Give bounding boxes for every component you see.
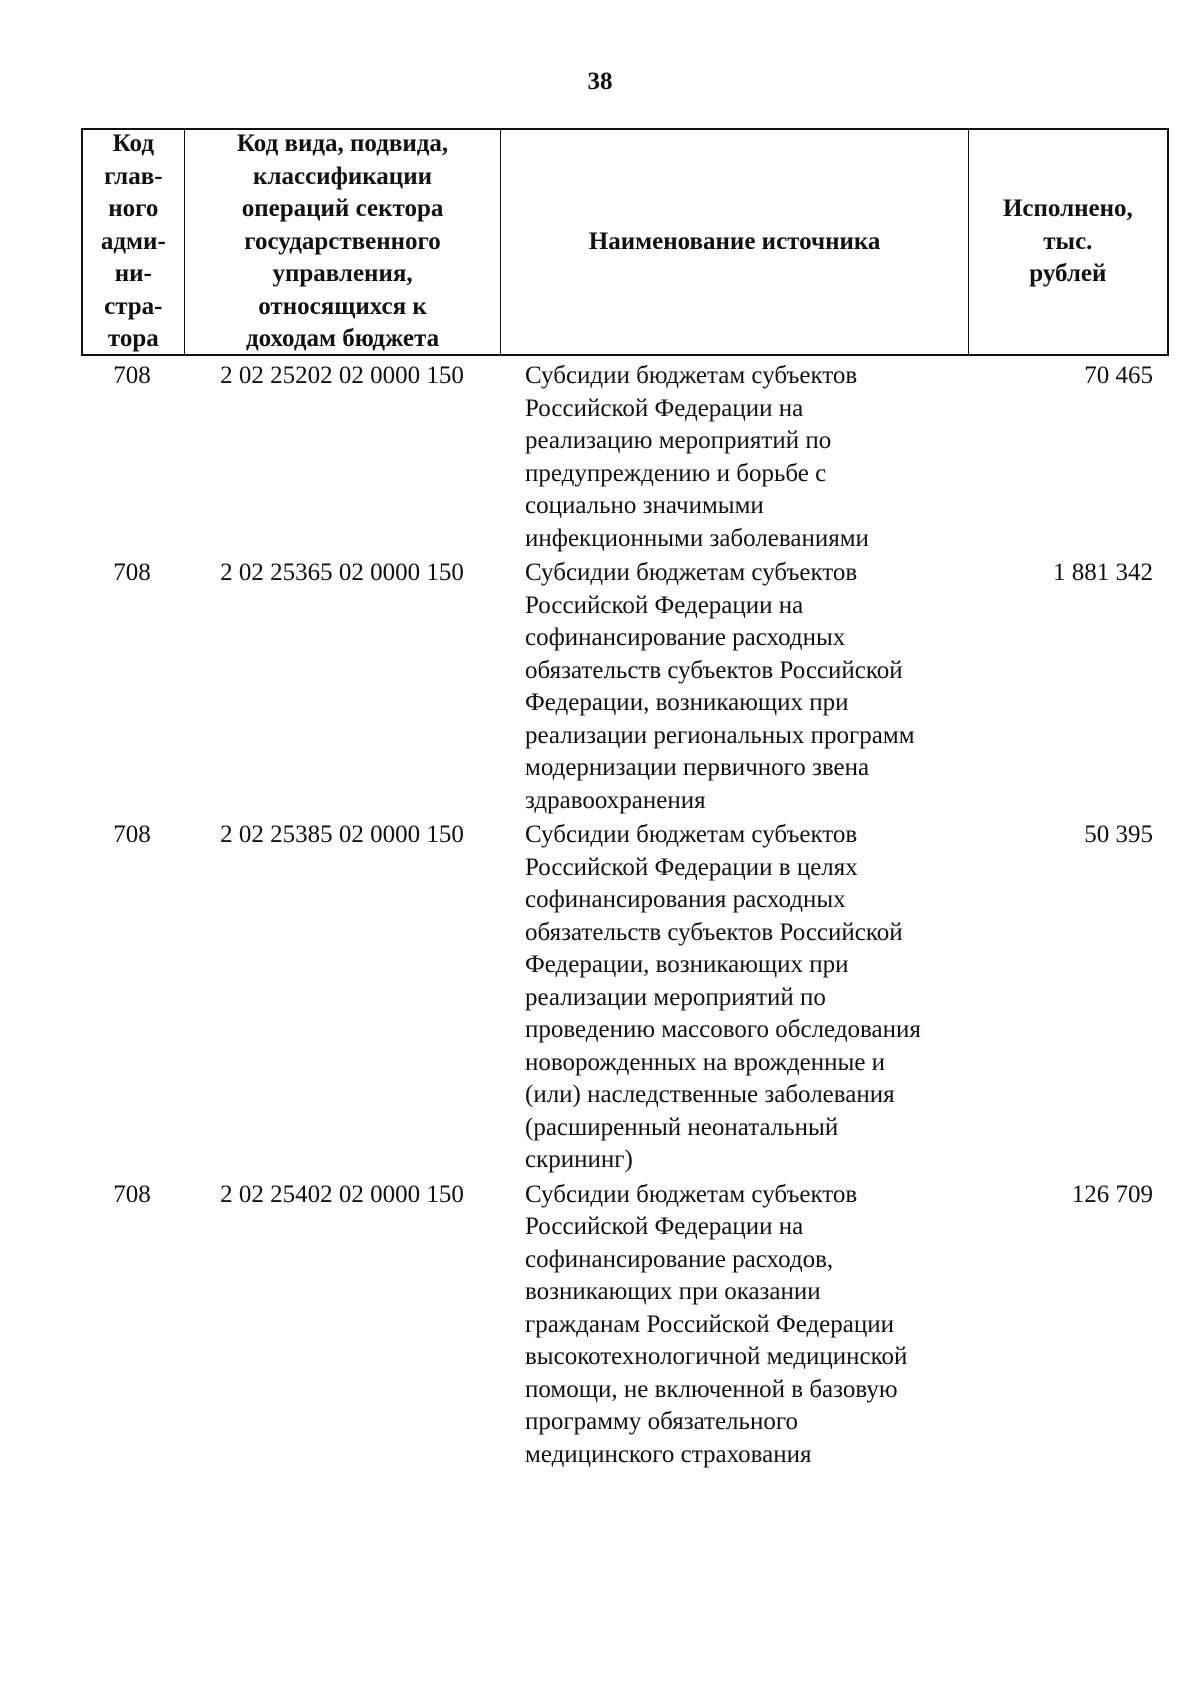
amount-cell: 70 465 (1084, 362, 1153, 389)
classification-code-cell: 2 02 25202 02 0000 150 (220, 362, 464, 389)
page-number: 38 (587, 68, 613, 95)
table-row (81, 817, 1169, 1177)
classification-code-cell: 2 02 25365 02 0000 150 (220, 559, 464, 586)
table-header (81, 128, 1169, 356)
table-row (81, 358, 1169, 555)
classification-code-cell: 2 02 25402 02 0000 150 (220, 1180, 464, 1208)
admin-code-cell: 708 (113, 559, 151, 586)
header-source-name: Наименование источника (501, 130, 968, 354)
amount-cell: 50 395 (1084, 821, 1153, 848)
table-body (81, 358, 1169, 1471)
admin-code-cell: 708 (113, 1180, 151, 1208)
table-row (81, 1177, 1169, 1472)
classification-code-cell: 2 02 25385 02 0000 150 (220, 821, 464, 848)
header-admin-code: Код глав- ного адми- ни- стра- тора (83, 130, 185, 354)
source-name-cell: Субсидии бюджетам субъектов Российской Федерации на реализацию мероприятий по предупреждению и борьбе с социально значимыми инфекционными заболеваниями (525, 362, 869, 552)
admin-code-cell: 708 (113, 821, 151, 848)
table-row (81, 555, 1169, 817)
header-amount: Исполнено, тыс. рублей (1002, 195, 1133, 288)
amount-cell: 126 709 (1071, 1180, 1153, 1208)
amount-cell: 1 881 342 (1053, 559, 1153, 586)
header-classification-code: Код вида, подвида, классификации операций сектора государственного управления, относящихся к доходам бюджета (185, 130, 502, 354)
source-name-cell: Субсидии бюджетам субъектов Российской Федерации в целях софинансирования расходных обязательств субъектов Российской Федерации, возникающих при реализации мероприятий по проведению массового обследования новорожденных на врожденные и (или) наследственные заболевания (расширенный неонатальный скрининг) (525, 821, 921, 1173)
source-name-cell: Субсидии бюджетам субъектов Российской Федерации на софинансирование расходов, возникающих при оказании гражданам Российской Федерации высокотехнологичной медицинской помощи, не включенной в базовую программу обязательного медицинского страхования (525, 1180, 908, 1468)
source-name-cell: Субсидии бюджетам субъектов Российской Федерации на софинансирование расходных обязательств субъектов Российской Федерации, возникающих при реализации региональных программ модернизации первичного звена здравоохранения (525, 559, 915, 814)
admin-code-cell: 708 (113, 362, 151, 389)
